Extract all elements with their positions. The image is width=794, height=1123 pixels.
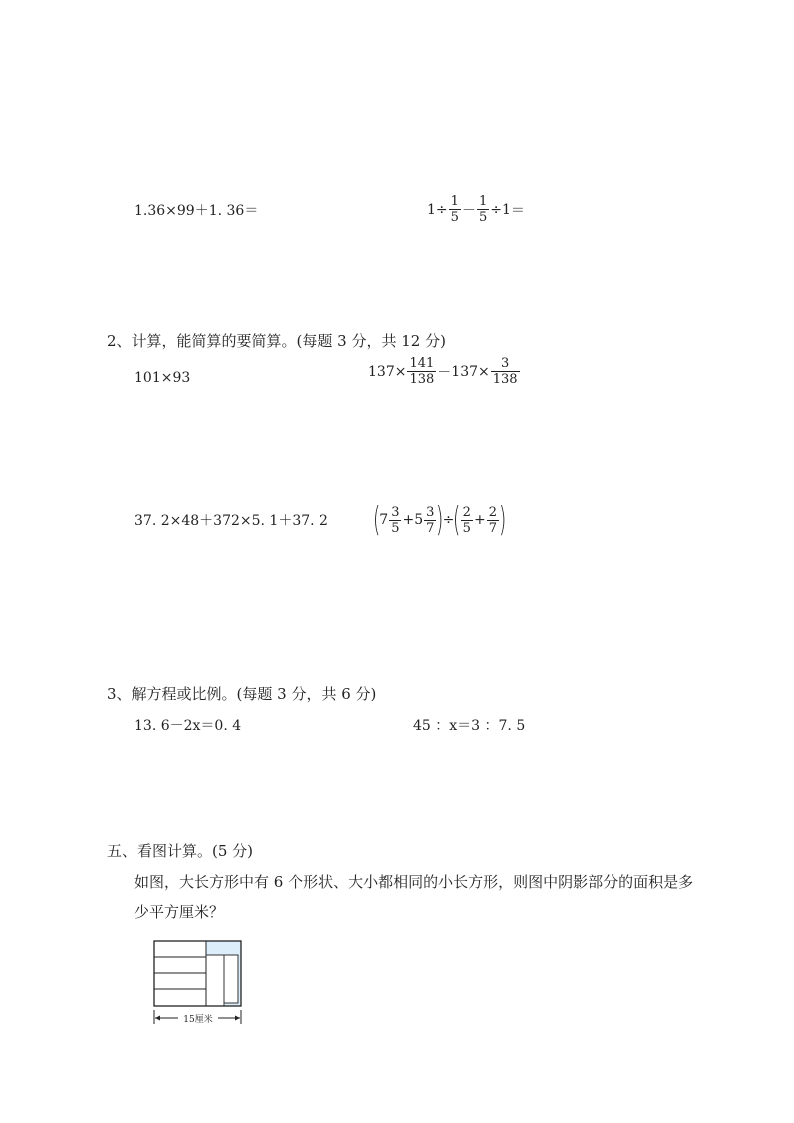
left-paren: (: [453, 500, 461, 540]
proportion-1: 45 ：x＝3 ：7. 5: [413, 718, 526, 734]
equals-sign: ＝: [510, 202, 525, 219]
divide: ÷: [442, 512, 455, 528]
right-paren: ): [436, 500, 444, 540]
numerator: 2: [462, 504, 471, 520]
denominator: 5: [478, 210, 488, 225]
fraction: [407, 356, 436, 387]
left-paren: (: [372, 500, 381, 540]
denominator: 5: [391, 520, 400, 536]
operator: ÷: [490, 201, 502, 218]
fraction: [477, 194, 489, 225]
plus: +: [402, 512, 415, 528]
fraction: [491, 356, 520, 387]
denominator: 5: [462, 520, 471, 536]
numerator: 141: [409, 356, 435, 371]
arrow-right-icon: [235, 1016, 240, 1021]
arrow-left-icon: [155, 1016, 160, 1021]
fraction: [449, 194, 461, 225]
problem-mixed-fractions: [372, 500, 507, 540]
numerator: 1: [450, 194, 459, 209]
fraction: [424, 505, 436, 536]
dimension-label: 15厘米: [183, 1015, 213, 1025]
numerator: 2: [488, 504, 497, 520]
equation-1: 13. 6－2x＝0. 4: [134, 718, 242, 734]
term: 137×: [451, 363, 490, 380]
denominator: 5: [450, 210, 459, 225]
denominator: 7: [488, 520, 497, 536]
fraction: [487, 505, 499, 536]
expression-1-36: 1.36×99＋1. 36＝: [134, 203, 259, 219]
operator: ÷: [435, 201, 448, 218]
denominator: 138: [492, 372, 518, 387]
problem-101x93: 101×93: [134, 370, 191, 386]
section-3-heading: 3、解方程或比例。(每题 3 分，共 6 分): [107, 685, 377, 703]
numerator: 3: [491, 356, 520, 372]
section-2-heading: 2、计算，能简算的要简算。(每题 3 分，共 12 分): [107, 332, 446, 350]
operator: －: [437, 364, 452, 381]
denominator: 7: [426, 520, 435, 536]
problem-137-fractions: [368, 356, 521, 387]
shaded-region-top: [206, 941, 241, 955]
number: 1: [501, 201, 511, 218]
denominator: 138: [409, 372, 435, 387]
small-rectangle-vertical-right: [224, 955, 238, 1003]
plus: +: [473, 512, 486, 528]
rectangle-figure: [150, 938, 246, 1028]
small-rectangle-vertical-left: [206, 955, 224, 1006]
fraction: [461, 505, 473, 536]
term: 137×: [368, 363, 407, 380]
numerator: 3: [426, 504, 435, 520]
numerator: 1: [478, 194, 488, 209]
whole: 5: [414, 512, 424, 528]
right-paren: ): [498, 500, 507, 540]
numerator: 3: [391, 504, 400, 520]
whole: 7: [379, 512, 389, 528]
section-5-heading: 五、看图计算。(5 分): [107, 842, 254, 860]
number: 1: [427, 201, 436, 218]
question-text: 如图，大长方形中有 6 个形状、大小都相同的小长方形，则图中阴影部分的面积是多少平方厘米？: [134, 873, 694, 921]
fraction: [389, 505, 401, 536]
expression-division-fractions: [427, 194, 525, 225]
problem-37-2: 37. 2×48＋372×5. 1＋37. 2: [134, 513, 328, 529]
operator: －: [461, 202, 476, 219]
